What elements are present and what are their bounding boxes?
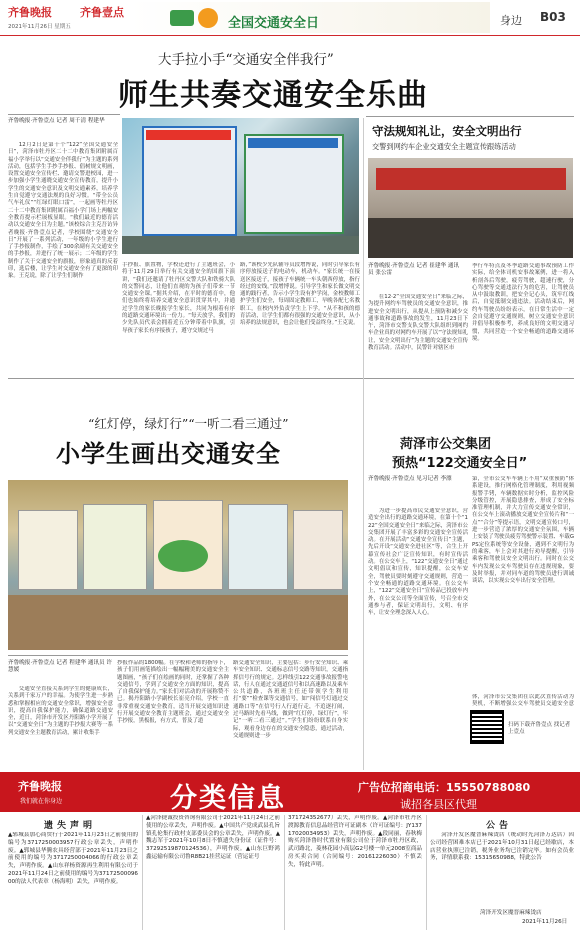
article3-body-col1: 交通安全直接关系到学生的健康成长，关系到千家万户的幸福。为使学生进一步熟悉和掌握相应的交通安全常识，增强安全意识，提高自我保护能力，确保道路交通安全，近日，菏泽市开发区丹阳路小学开展了以“交通安全日”为主题的手抄报大赛等一系列交通安全主题教育活动，累计收集手: [8, 686, 113, 736]
article3-body-col2: 抄报作品的1800幅。在学校和老师的指导下，孩子们用画笔描绘出一幅幅精美的交通安全主题图画，“孩子们在绘画的同时，还掌握了各种交通信号，学到了交通安全方面的知识，提高了自我保护能力。”家长们对活动的开展称赞不已。揭丹阳路小学副校长崔亮介绍，学校一直非常重视交通安全教育，适当开展交通知识进行开展交通安全教育主题班会，通过交通安全手抄报，黑板报，有方式，普及了道: [117, 660, 229, 725]
article3-byline: 齐鲁晚报·齐鲁壹点 记者 程建华 通讯员 许慧媛: [8, 660, 112, 674]
drawing-poster: [18, 510, 78, 590]
article3-photo[interactable]: [8, 480, 348, 650]
exhibit-board-right: [244, 134, 344, 234]
article3-body-col3: 路交通安全知识，主要包括：步行安全知识、乘车安全知识、交通标志信号交路等知识，交通指挥信号行的规定。怎样线引122交通事故报警电话，行人在通过交通道信号和以高速路以及乘车公共道路，各班班主任还带领学生利用打“要””检查课等交通信号，如“闯信号灯通过交通路口等”在信号行人行道行走，不追逐打闹，过马路时先看马线，做到“红灯停，绿灯行”，牢记“一听二看三通过”。”学生们纷纷联系自身实际，观看身边存在的交通安全隐患，通过活动，交通规则进一步: [233, 660, 348, 739]
classified-col1: ▲郓城县加心商贸行于2021年11月23日之前使用的编号为3717250003957行政公章丢失，声明作废。▲郓城县华腾农具经营部于2021年11月23日之前使用的编号为3717250004066的行政公章丢失，声明作废。▲山东祥杨资源再生利用有限公司于2021年11月24日之前使用的编号为3717250009600的法人代表章（杨海明）丢失，声明作废。: [8, 832, 138, 885]
qr-code[interactable]: [470, 710, 504, 744]
column-divider: [363, 118, 364, 770]
table-surface: [8, 595, 348, 650]
announcement-date: 2021年11月26日: [522, 919, 568, 925]
article3-title: 小学生画出交通安全: [56, 440, 281, 468]
article2-byline: 齐鲁晚报·齐鲁壹点 记者 崔建华 通讯员 张公雷: [368, 263, 460, 277]
article4-title-line1: 菏泽市公交集团: [400, 437, 492, 452]
banner-title: 全国交通安全日: [228, 16, 320, 31]
qr-caption: 扫码下载齐鲁壹点 找记者 上壹点: [508, 722, 571, 735]
classified-title: 分类信息: [170, 783, 286, 814]
page-number: B03: [540, 10, 566, 24]
article2-subtitle: 交警到网约车企业交通安全主题宣传跟练活动: [372, 142, 516, 151]
newspaper-logo: 齐鲁晚报: [8, 6, 52, 19]
stage-banner: [376, 168, 566, 190]
classified-col4: 菏泽开发区魔晋麻辣烫店（统动时光菏泽万达店）因公司经营困难本店已于2021年10月31日起已经歇店，本店营业执照已注销，税务业务均已注销完毕。如有会员业务，详情联系我：15315650988，特此公告: [430, 832, 574, 862]
edition-name: 齐鲁壹点: [80, 6, 124, 19]
article1-subtitle: 大手拉小手“交通安全伴我行”: [158, 52, 334, 68]
ad-hotline: 广告位招商电话：15550788080: [358, 781, 531, 794]
ad-agents: 诚招各县区代理: [400, 798, 477, 811]
article4-byline: 齐鲁晚报·齐鲁壹点 见习记者 李漂: [368, 476, 452, 482]
column-divider: [142, 815, 143, 930]
drawing-poster: [293, 510, 343, 590]
article1-body-col1: 12月2日是第十个“122”全国交通安全日”，菏泽市牡丹区二十二中教育集团附属百福小学举行以“交通安全伴我行”为主题的系列活动，包括学生手抄手抄报、倡树规文明画，设置交通安全宣传栏、邀请交警进校园，进一步加强小学生通晓交通安全宣传教育，提升小学生的交通安全意识及文明交通素养，培养学生自觉遵守交通法规的良好习惯。“带全公员气车礼仪”“红绿灯眼口雷”，一起画等牡丹区二十二中教育集团附属百福小学门场上两幅安全教育提示栏展板显眼。“救们最近的德育活动以交通安全日为主题。”该校综合主克吾访异者晚报·齐鲁壹点记者，学校围绕“交通安全日”开展了一系列活动，一年级的小学生进行了手抄报制作，手绘了300余副有关交通安全的手抄报，并进行了统一展示；二年级的学生制作了关于交通安全的旗报，形象通真的反着印，选后楼，让学生对交通安全有了更深的印象。王克说，除了让学生们制作: [8, 142, 118, 280]
lost-notice-heading: 遗失声明: [44, 821, 97, 831]
article1-photo[interactable]: [122, 118, 359, 254]
column-divider: [426, 815, 427, 930]
column-divider: [284, 815, 285, 930]
article3-subtitle: “红灯停，绿灯行”“一听二看三通过”: [88, 416, 289, 431]
article1-body-col2: 手抄报、旗置物，学校还进行了主题班会，小将于11月29日举行有关交通安全的国旗下演讲，“我们还邀请了牡丹区交警大队和铁骑大队的交警同志，让他们直观的为孩子们带来一节交通安全课。”据其介绍，在平时的德育中，他们也始终将培养交通安全意识贯穿其中，并通过学生的家长晚报学生家长，共同为根着有序的道路交通环境出一份力。“每天放学，我们的少先队员代表会拥着近五分钟带着中队旗，引导孩子家长有序接孩子，遵守交规过马: [122, 262, 235, 334]
traffic-sign-icon: [170, 10, 194, 26]
board-header: [248, 138, 338, 148]
article4-body-col2: 第，全市公交车车辆上不用“双重预防”体系建设，推行网格化管理制度，利用视频报警手铐，车辆数据实时分析，监控风险分级管控，开展隐患排查，形成了安全标准管理机制，并大力宣传交通安全常识，在公交车上滚动播放交通安全宣传片和“一点”“合分”等提示语，文明交通宣传口号，进一步营造了浓厚的交通安全氛围，车辆上安装了驾驶员疲劳驾驶警示装置、车载GPS定位系统等安全设备，遇到不文明行为的乘客，车上会对其进行劝导提醒，引导乘客和驾驶员安全文明出行。同时在公交车内发现公交车驾驶员存在违规现象，要及时举报，并对同车道的驾驶员进行训诫谈话，以实现公交车出行安全管理。: [472, 476, 574, 585]
divider: [8, 378, 574, 379]
ground: [122, 236, 359, 254]
article2-photo[interactable]: [368, 158, 573, 258]
issue-date: 2021年11月26日 星期五: [8, 24, 71, 30]
article4-body-col3: 体，菏泽市公交集团在以此次直传活动为契机，不断增强公交车驾驶员交通安全意: [472, 694, 574, 708]
article4-body-col1: 为进一步提高市民交通安全意识，营造安全出行的道路交通环境，在第十个“122”全国交通安全日”来临之际，菏泽市公交集团开展了丰富多彩的交通安全宣传活动。在开展活动“交通安全宣传日”主题，先后开设“交通安全进社区”等，合生上开幕宣传社会广泛宣传知识，有时宣传活动。在公交车上，“122”交通安全日”通过文明倡议和宣传，知识提醒，公交车安全，驾驶员要时刻遵守交通规则，营造一个安全畅通的道路交通环境。在公交车上，“122”交通安全日”宣传品已投放车内外，在公交公司等全面宣传，号召全市交通参与者，保证文明出行，文明、有序车，让安全理念深入人心。: [368, 508, 468, 617]
section-name: 身边: [500, 14, 522, 27]
drawing-figure: [158, 540, 208, 572]
announcement-heading: 公告: [486, 821, 513, 831]
divider: [8, 114, 120, 115]
article1-byline: 齐鲁晚报·齐鲁壹点 记者 周千清 程建华: [8, 118, 105, 124]
article2-title: 守法规知礼让，安全文明出行: [372, 124, 522, 138]
classified-slogan: 我们就在你身边: [20, 798, 63, 805]
article1-body-col3: 路，”该校少先队辅导员段增博说，同时引导家长有序停放接送子的电动车，机动车。“家长统一在接送区接送子，接孩子车辆统一车头朝西停放，指行经过的安线。”段增博说。引导学生和家长做文明交通的践行者，告示小学生设有护学岗，金校教师工护学生们安全，每周固定教师工，早晚各配七名教职工，在校内外负责学生上下学。“从不和孩的德育活动，让学生们都有很强的交通安全意识，从小培养的法规意识，也会让他们受益终身。”王克说。: [240, 262, 360, 327]
drawing-poster: [83, 504, 147, 590]
announcement-signature: 菏泽开发区魔晋麻辣烫店: [480, 910, 542, 916]
divider: [8, 655, 348, 656]
divider: [366, 116, 574, 117]
traffic-light-icon: [198, 8, 218, 28]
drawing-poster: [228, 504, 288, 590]
classified-logo: 齐鲁晚报: [18, 780, 62, 793]
article2-body-col1: 在12·2”全国交通安全日”来临之际，为提升网约车驾驶员的交通安全意识，推进安全文明出行，从提从上预防和减少交通事故和道路事故的发生，11月23日下午，菏泽市交警支队交警大队组织到网约车企业真的对网约车开展了以“守法规知礼让，安全文明出行”为主题的交通安全宣传教育活动。活动中，民警针对辖区市: [368, 294, 468, 352]
classified-col2: ▲菏泽捷诚投资咨询有限公司于2021年11月24日之前使用的公章丢失，声明作废。▲中国共产党成武县孔旨镇孔伦集行政村支部委员会的公章丢失，声明作废。▲魏志军于2021年10月8日不慎遗失身份证（证件号：37292519870124536），声明作废。▲山东巨野鸿鑫运输有限公司鲁R8B21挂营运证（营运证号: [146, 815, 280, 860]
article4-title-line2: 预热“122交通安全日”: [392, 456, 528, 471]
board-header: [146, 130, 231, 140]
audience: [368, 218, 573, 258]
article1-title: 师生共奏交通安全乐曲: [118, 78, 428, 113]
article2-body-col2: 季行车特点及冬季道路交通事故预防工作实际，给全体司机安事故案例，进一将入析剖各后驾驶，疲劳驾驶，超速行驶，分心驾驶等交通违法行为的危害，让驾驶员从中汲取教训，把安全记心头，筑牢红线后，自觉抵制交通违法。活动结束后，网约车驾驶员纷纷表示，在日常生活中一定会自觉遵守交通规则，树立交通安全意识并倡导积极参考，养成良好的文明交通习惯，共同营造一个安全畅通的道路交通环境。: [472, 263, 574, 342]
exhibit-board-left: [142, 126, 237, 236]
classified-col3: 371724352677）丢失，声明作废。▲菏泽市牡丹区渡源教育信息品经营许可证副本（许可证编号：JY13717020034953）丢失，声明作废。▲段同丽，春秋梅购买菏泽鲁时代置业有限公司位于菏泽市牡丹区政，武司路北，菱林花园小高层G2号楼一单元2008室商品房买卖合同（合同编号：20161226030）不慎丢失，特此声明。: [288, 815, 422, 868]
